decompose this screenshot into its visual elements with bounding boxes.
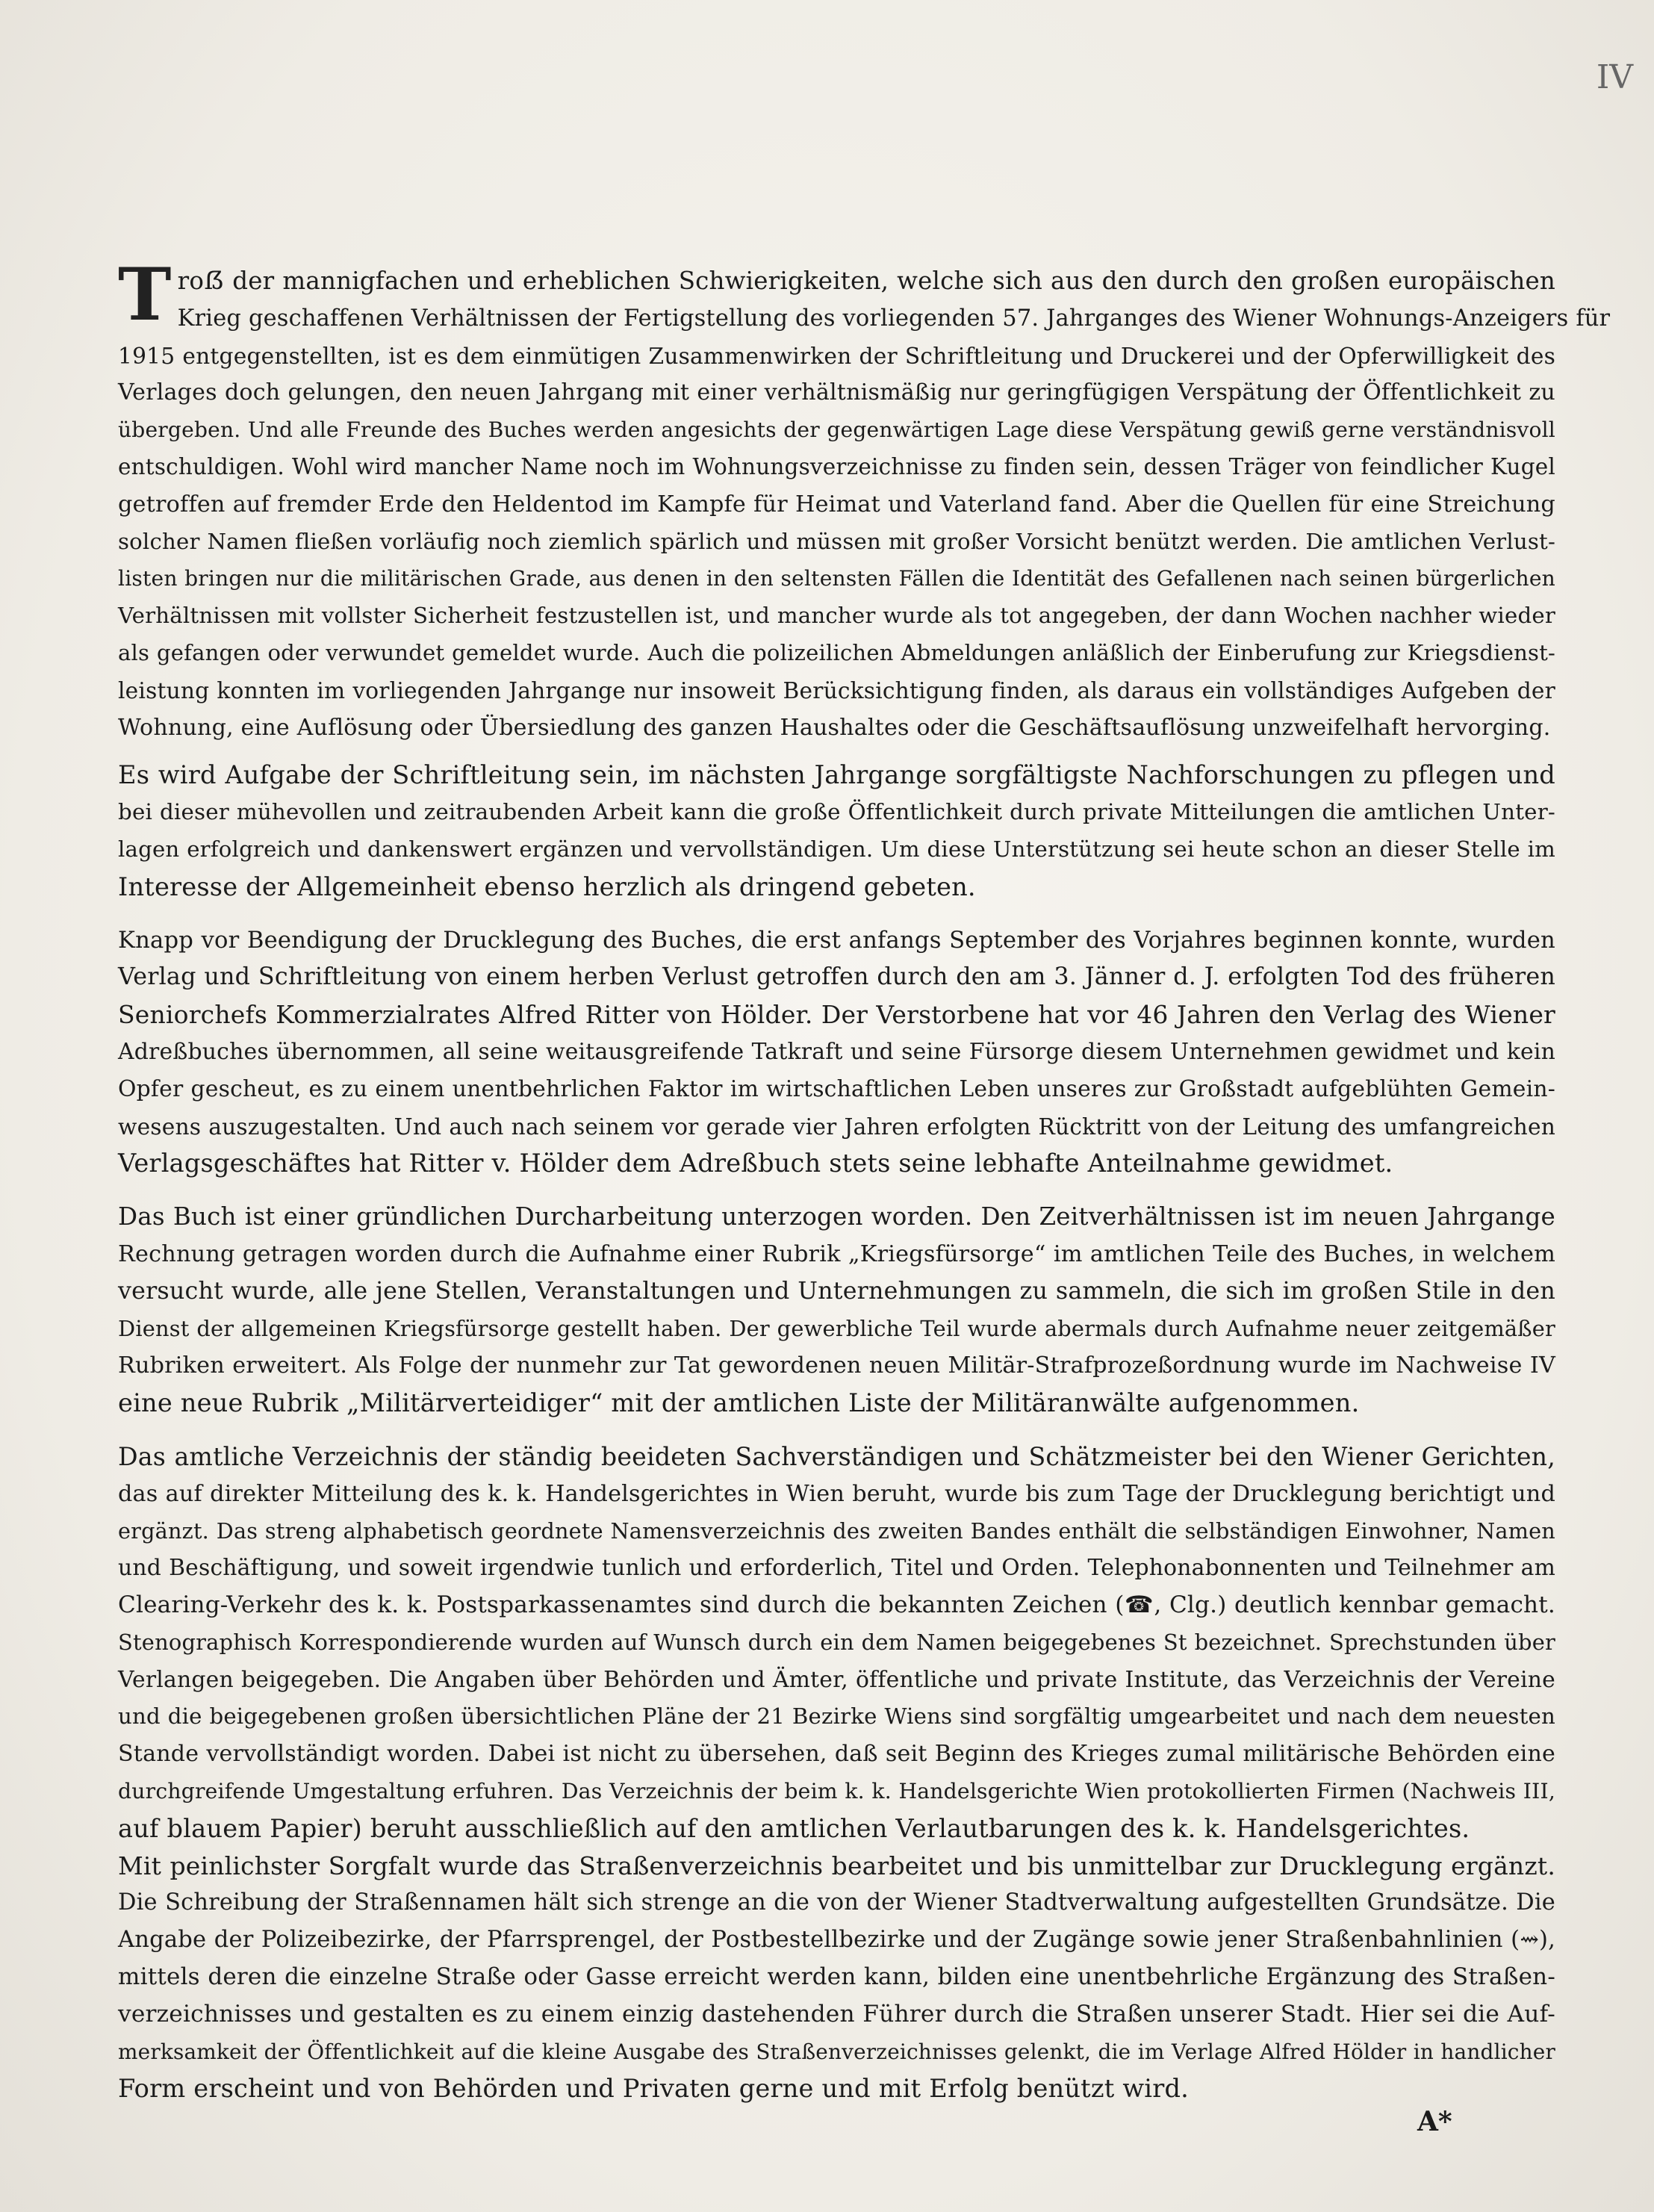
text-line: 1915 entgegenstellten, ist es dem einmütigen Zusammenwirken der Schriftleitung und Druckerei und der Opferwilligkeit des — [118, 342, 1555, 369]
text-line: Das amtliche Verzeichnis der ständig beeideten Sachverständigen und Schätzmeister bei den Wiener Gerichten, — [118, 1441, 1555, 1471]
text-line: Knapp vor Beendigung der Drucklegung des Buches, die erst anfangs September des Vorjahres beginnen konnte, wurden — [118, 927, 1555, 954]
page-number: IV — [1596, 58, 1633, 96]
text-line: Opfer gescheut, es zu einem unentbehrlichen Faktor im wirtschaftlichen Leben unseres zur Großstadt aufgeblühten Gemein- — [118, 1075, 1555, 1102]
text-line: listen bringen nur die militärischen Grade, aus denen in den seltensten Fällen die Identität des Gefallenen nach seinen bürgerlichen — [118, 566, 1555, 591]
signature-mark: A* — [1417, 2106, 1452, 2137]
preface-text — [118, 252, 1611, 2107]
paragraph-1 — [118, 252, 1611, 746]
text-line: verzeichnisses und gestalten es zu einem einzig dastehenden Führer durch die Straßen unserer Stadt. Hier sei die Auf- — [118, 2000, 1555, 2028]
text-line: leistung konnten im vorliegenden Jahrgange nur insoweit Berücksichtigung finden, als daraus ein vollständiges Aufgeben der — [118, 677, 1555, 703]
text-line: Die Schreibung der Straßennamen hält sich strenge an die von der Wiener Stadtverwaltung aufgestellten Grundsätze. Die — [118, 1889, 1555, 1916]
text-line: solcher Namen fließen vorläufig noch ziemlich spärlich und müssen mit großer Vorsicht benützt werden. Die amtlichen Verlust- — [118, 528, 1555, 554]
paragraph-3 — [118, 922, 1555, 1183]
text-line: eine neue Rubrik „Militärverteidiger“ mit der amtlichen Liste der Militäranwälte aufgenommen. — [118, 1388, 1360, 1418]
text-line: auf blauem Papier) beruht ausschließlich auf den amtlichen Verlautbarungen des k. k. Handelsgerichtes. — [118, 1813, 1470, 1843]
text-line: Stande vervollständigt worden. Dabei ist nicht zu übersehen, daß seit Beginn des Krieges zumal militärische Behörden eine — [118, 1741, 1555, 1768]
text-line: wesens auszugestalten. Und auch nach seinem vor gerade vier Jahren erfolgten Rücktritt von der Leitung des umfangreichen — [118, 1113, 1555, 1140]
text-line: Verlagsgeschäftes hat Ritter v. Hölder dem Adreßbuch stets seine lebhafte Anteilnahme gewidmet. — [118, 1149, 1393, 1178]
text-line: das auf direkter Mitteilung des k. k. Handelsgerichtes in Wien beruht, wurde bis zum Tage der Drucklegung berichtigt und — [118, 1480, 1555, 1507]
text-line: Stenographisch Korrespondierende wurden auf Wunsch durch ein dem Namen beigegebenes St bezeichnet. Sprechstunden über — [118, 1629, 1555, 1655]
text-line: Verlag und Schriftleitung von einem herben Verlust getroffen durch den am 3. Jänner d. J. erfolgten Tod des früheren — [118, 963, 1555, 991]
text-line: durchgreifende Umgestaltung erfuhren. Das Verzeichnis der beim k. k. Handelsgerichte Wien protokollierten Firmen (Nachweis III, — [118, 1779, 1555, 1804]
text-line: roẞ der mannigfachen und erheblichen Schwierigkeiten, welche sich aus den durch den großen europäischen — [177, 267, 1555, 295]
drop-cap: T — [118, 252, 172, 337]
text-line: getroffen auf fremder Erde den Heldentod im Kampfe für Heimat und Vaterland fand. Aber die Quellen für eine Streichung — [118, 491, 1555, 518]
paragraph-4 — [118, 1199, 1555, 1422]
text-line: Rechnung getragen worden durch die Aufnahme einer Rubrik „Kriegsfürsorge“ im amtlichen Teile des Buches, in welchem — [118, 1240, 1555, 1267]
text-line: versucht wurde, alle jene Stellen, Veranstaltungen und Unternehmungen zu sammeln, die sich im großen Stile in den — [118, 1277, 1555, 1305]
text-line: Mit peinlichster Sorgfalt wurde das Straßenverzeichnis bearbeitet und bis unmittelbar zur Drucklegung ergänzt. — [118, 1851, 1555, 1880]
text-line: mittels deren die einzelne Straße oder Gasse erreicht werden kann, bilden eine unentbehrliche Ergänzung des Straßen- — [118, 1963, 1555, 1991]
text-line: Wohnung, eine Auflösung oder Übersiedlung des ganzen Haushaltes oder die Geschäftsauflösung unzweifelhaft hervorging. — [118, 714, 1551, 741]
text-line: bei dieser mühevollen und zeitraubenden Arbeit kann die große Öffentlichkeit durch private Mitteilungen die amtlichen Unter- — [118, 799, 1555, 825]
text-line: Angabe der Polizeibezirke, der Pfarrsprengel, der Postbestellbezirke und der Zugänge sowie jener Straßenbahnlinien (⇝), — [118, 1927, 1555, 1954]
text-line: Es wird Aufgabe der Schriftleitung sein, im nächsten Jahrgange sorgfältigste Nachforschungen zu pflegen und — [118, 760, 1555, 790]
text-line: Verlages doch gelungen, den neuen Jahrgang mit einer verhältnismäßig nur geringfügigen Verspätung der Öffentlichkeit zu — [118, 379, 1555, 406]
text-line: übergeben. Und alle Freunde des Buches werden angesichts der gegenwärtigen Lage diese Verspätung gewiß gerne verständnisvoll — [118, 417, 1555, 443]
text-line: merksamkeit der Öffentlichkeit auf die kleine Ausgabe des Straßenverzeichnisses gelenkt, die im Verlage Alfred Hölder in handlicher — [118, 2039, 1555, 2064]
text-line: Krieg geschaffenen Verhältnissen der Fertigstellung des vorliegenden 57. Jahrganges des Wiener Wohnungs-Anzeigers für — [177, 305, 1611, 332]
text-line: Verlangen beigegeben. Die Angaben über Behörden und Ämter, öffentliche und private Institute, das Verzeichnis der Vereine — [118, 1666, 1555, 1693]
text-line: ergänzt. Das streng alphabetisch geordnete Namensverzeichnis des zweiten Bandes enthält die selbständigen Einwohner, Namen — [118, 1517, 1555, 1544]
text-line: Form erscheint und von Behörden und Privaten gerne und mit Erfolg benützt wird. — [118, 2074, 1190, 2104]
text-line: Seniorchefs Kommerzialrates Alfred Ritter von Hölder. Der Verstorbene hat vor 46 Jahren den Verlag des Wiener — [118, 1000, 1555, 1030]
text-line: Clearing-Verkehr des k. k. Postsparkassenamtes sind durch die bekannten Zeichen (☎, Clg.) deutlich kennbar gemacht. — [118, 1591, 1555, 1619]
text-line: lagen erfolgreich und dankenswert ergänzen und vervollständigen. Um diese Unterstützung sei heute schon an dieser Stelle im — [118, 836, 1555, 862]
paragraph-2 — [118, 757, 1555, 905]
paragraph-6 — [118, 1848, 1555, 2108]
text-line: und Beschäftigung, und soweit irgendwie tunlich und erforderlich, Titel und Orden. Telephonabonnenten und Teilnehmer am — [118, 1555, 1555, 1582]
text-line: als gefangen oder verwundet gemeldet wurde. Auch die polizeilichen Abmeldungen anläßlich der Einberufung zur Kriegsdienst- — [118, 639, 1555, 665]
text-line: und die beigegebenen großen übersichtlichen Pläne der 21 Bezirke Wiens sind sorgfältig umgearbeitet und nach dem neuesten — [118, 1703, 1555, 1730]
text-line: Rubriken erweitert. Als Folge der nunmehr zur Tat gewordenen neuen Militär-Strafprozeßordnung wurde im Nachweise IV — [118, 1352, 1555, 1379]
text-line: Adreßbuches übernommen, all seine weitausgreifende Tatkraft und seine Fürsorge diesem Unternehmen gewidmet und kein — [118, 1038, 1555, 1065]
text-line: entschuldigen. Wohl wird mancher Name noch im Wohnungsverzeichnisse zu finden sein, dessen Träger von feindlicher Kugel — [118, 453, 1555, 479]
text-line: Dienst der allgemeinen Kriegsfürsorge gestellt haben. Der gewerbliche Teil wurde abermals durch Aufnahme neuer zeitgemäßer — [118, 1315, 1555, 1341]
text-line: Das Buch ist einer gründlichen Durcharbeitung unterzogen worden. Den Zeitverhältnissen ist im neuen Jahrgange — [118, 1202, 1555, 1231]
text-line: Verhältnissen mit vollster Sicherheit festzustellen ist, und mancher wurde als tot angegeben, der dann Wochen nachher wieder — [118, 603, 1555, 629]
paragraph-5 — [118, 1438, 1555, 1848]
text-line: Interesse der Allgemeinheit ebenso herzlich als dringend gebeten. — [118, 872, 976, 901]
